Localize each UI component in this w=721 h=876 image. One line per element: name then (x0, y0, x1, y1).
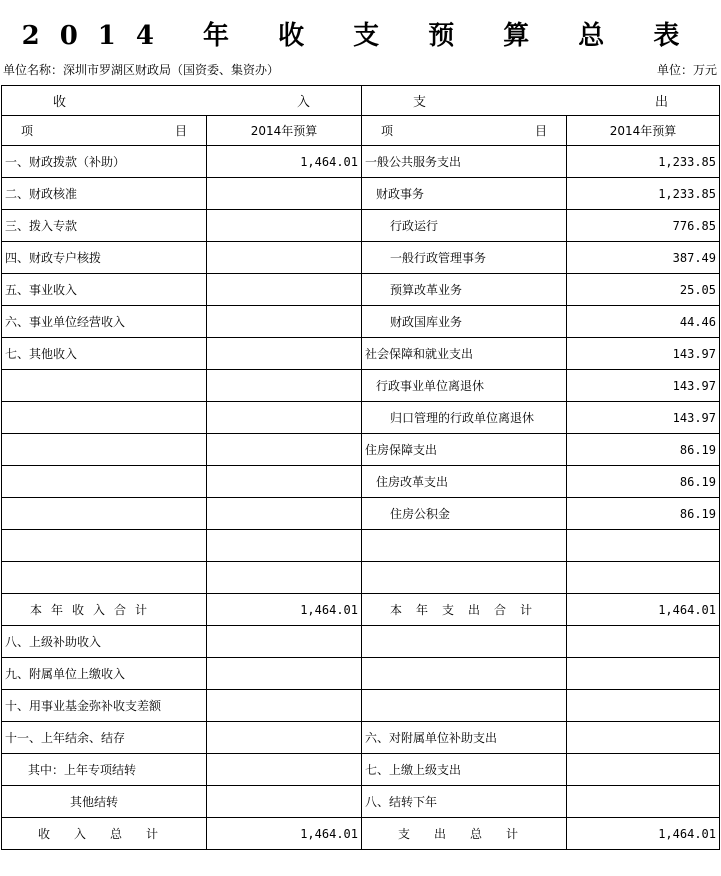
expense-value: 143.97 (567, 402, 720, 434)
expense-value: 44.46 (567, 306, 720, 338)
column-header-row (2, 116, 720, 146)
table-row (2, 402, 720, 434)
income-value (207, 786, 362, 818)
income-header-left: 收 (53, 95, 67, 110)
income-item: 十、用事业基金弥补收支差额 (2, 690, 207, 722)
expense-value: 1,233.85 (567, 178, 720, 210)
grand-income-total-label: 收入总计 (2, 818, 207, 850)
expense-item (362, 562, 567, 594)
income-value: 1,464.01 (207, 146, 362, 178)
unit-label: 单位：万元 (656, 63, 717, 77)
income-value (207, 466, 362, 498)
income-value (207, 434, 362, 466)
income-item: 七、其他收入 (2, 338, 207, 370)
grand-income-total-value: 1,464.01 (207, 818, 362, 850)
income-value (207, 402, 362, 434)
grand-expense-total-value: 1,464.01 (567, 818, 720, 850)
expense-value: 86.19 (567, 434, 720, 466)
expense-item: 住房改革支出 (362, 466, 567, 498)
expense-item: 住房公积金 (362, 498, 567, 530)
income-item (2, 530, 207, 562)
year-expense-total-value: 1,464.01 (567, 594, 720, 626)
expense-item: 一般行政管理事务 (362, 242, 567, 274)
table-row (2, 178, 720, 210)
income-value (207, 338, 362, 370)
table-row (2, 274, 720, 306)
expense-item: 财政事务 (362, 178, 567, 210)
expense-value (567, 658, 720, 690)
expense-value: 1,233.85 (567, 146, 720, 178)
page-title: 2014 年 收 支 预 算 总 表 (21, 21, 700, 51)
income-value (207, 210, 362, 242)
income-value (207, 626, 362, 658)
year-expense-total-label: 本年支出合计 (362, 594, 567, 626)
expense-item: 行政事业单位离退休 (362, 370, 567, 402)
year-income-total-value: 1,464.01 (207, 594, 362, 626)
expense-item: 一般公共服务支出 (362, 146, 567, 178)
expense-value (567, 786, 720, 818)
expense-budget-header: 2014年预算 (567, 116, 720, 146)
year-income-total-label: 本年收入合计 (2, 594, 207, 626)
income-item (2, 434, 207, 466)
unit-name: 单位名称：深圳市罗湖区财政局（国资委、集资办） (3, 63, 280, 77)
income-budget-header: 2014年预算 (207, 116, 362, 146)
income-value (207, 562, 362, 594)
expense-value (567, 626, 720, 658)
expense-value: 776.85 (567, 210, 720, 242)
table-row (2, 370, 720, 402)
expense-item: 行政运行 (362, 210, 567, 242)
section-header-row (2, 86, 720, 116)
income-item: 八、上级补助收入 (2, 626, 207, 658)
table-row (2, 466, 720, 498)
income-value (207, 178, 362, 210)
table-row (2, 786, 720, 818)
income-item: 六、事业单位经营收入 (2, 306, 207, 338)
income-item (2, 402, 207, 434)
expense-item-header-right: 目 (534, 124, 547, 138)
expense-item-header-left: 项 (381, 124, 394, 138)
table-row (2, 146, 720, 178)
income-item: 五、事业收入 (2, 274, 207, 306)
income-item: 一、财政拨款（补助） (2, 146, 207, 178)
income-item (2, 466, 207, 498)
expense-header-left: 支 (413, 95, 427, 110)
income-item: 九、附属单位上缴收入 (2, 658, 207, 690)
expense-value: 143.97 (567, 338, 720, 370)
income-item: 二、财政核准 (2, 178, 207, 210)
income-value (207, 242, 362, 274)
expense-item: 住房保障支出 (362, 434, 567, 466)
expense-value (567, 530, 720, 562)
expense-item: 八、结转下年 (362, 786, 567, 818)
income-item (2, 498, 207, 530)
expense-header-right: 出 (654, 95, 668, 110)
income-value (207, 498, 362, 530)
income-value (207, 722, 362, 754)
expense-section-header (362, 86, 720, 116)
table-row (2, 754, 720, 786)
expense-item: 归口管理的行政单位离退休 (362, 402, 567, 434)
year-total-row (2, 594, 720, 626)
income-item-header-right: 目 (174, 124, 187, 138)
expense-item (362, 658, 567, 690)
table-row (2, 210, 720, 242)
income-header-right: 入 (296, 95, 310, 110)
table-row (2, 626, 720, 658)
table-row (2, 722, 720, 754)
income-value (207, 690, 362, 722)
grand-expense-total-label: 支出总计 (362, 818, 567, 850)
income-value (207, 658, 362, 690)
expense-item: 财政国库业务 (362, 306, 567, 338)
table-row (2, 498, 720, 530)
income-item-header (2, 116, 207, 146)
table-row (2, 530, 720, 562)
income-value (207, 754, 362, 786)
table-row (2, 306, 720, 338)
table-row (2, 658, 720, 690)
expense-item: 社会保障和就业支出 (362, 338, 567, 370)
income-item (2, 562, 207, 594)
income-value (207, 370, 362, 402)
income-item: 其他结转 (2, 786, 207, 818)
income-item: 其中：上年专项结转 (2, 754, 207, 786)
income-section-header (2, 86, 362, 116)
expense-item: 预算改革业务 (362, 274, 567, 306)
expense-value: 387.49 (567, 242, 720, 274)
expense-value: 86.19 (567, 498, 720, 530)
budget-summary-table (1, 85, 720, 850)
income-value (207, 306, 362, 338)
income-item: 十一、上年结余、结存 (2, 722, 207, 754)
expense-value: 86.19 (567, 466, 720, 498)
table-row (2, 690, 720, 722)
income-item: 三、拨入专款 (2, 210, 207, 242)
expense-item: 七、上缴上级支出 (362, 754, 567, 786)
income-item (2, 370, 207, 402)
expense-item (362, 690, 567, 722)
expense-item (362, 530, 567, 562)
table-row (2, 434, 720, 466)
table-row (2, 338, 720, 370)
expense-value: 25.05 (567, 274, 720, 306)
expense-value (567, 754, 720, 786)
expense-item: 六、对附属单位补助支出 (362, 722, 567, 754)
expense-value: 143.97 (567, 370, 720, 402)
income-item-header-left: 项 (21, 124, 34, 138)
table-row (2, 242, 720, 274)
grand-total-row (2, 818, 720, 850)
table-row (2, 562, 720, 594)
expense-value (567, 562, 720, 594)
income-value (207, 274, 362, 306)
expense-item-header (362, 116, 567, 146)
expense-value (567, 722, 720, 754)
income-item: 四、财政专户核拨 (2, 242, 207, 274)
expense-item (362, 626, 567, 658)
income-value (207, 530, 362, 562)
expense-value (567, 690, 720, 722)
